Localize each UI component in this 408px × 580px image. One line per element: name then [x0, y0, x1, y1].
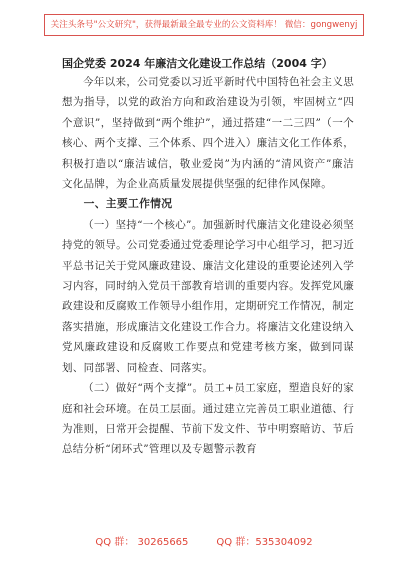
section-heading: 一、主要工作情况	[83, 197, 173, 211]
qq-group-2: QQ 群：535304092	[216, 537, 313, 548]
document-title: 国企党委 2024 年廉洁文化建设工作总结（2004 字）	[62, 57, 333, 70]
qq-group-1: QQ 群： 30265665	[95, 537, 189, 548]
footer-contact	[0, 533, 408, 553]
promo-banner: 关注头条号"公文研究"，获得最新最全最专业的公文资料库！ 微信：gongwenyj	[44, 14, 364, 36]
intro-paragraph: 今年以来，公司党委以习近平新时代中国特色社会主义思想为指导，以党的政治方向和政治建设为引领，牢固树立“四个意识”，坚持做到“两个维护”，通过搭建“一二三四”（一个核心、两个支撑、三个体系、四个进入）廉洁文化工作体系，积极打造以“廉洁诚信，敬业爱岗”为内涵的“清风资产”廉洁文化品牌，为企业高质量发展提供坚强的纪律作风保障。	[62, 76, 354, 191]
document-body	[62, 72, 354, 460]
body-paragraph: （二）做好“两个支撑”。员工+员工家庭，塑造良好的家庭和社会环境。在员工层面。通过建立完善员工职业道德、行为准则，日常开会提醒、节前下发文件、节中明察暗访、节后总结分析“闭环式”管理以及专题警示教育	[62, 382, 354, 456]
body-paragraph: （一）坚持“一个核心”。加强新时代廉洁文化建设必须坚持党的领导。公司党委通过党委理论学习中心组学习，把习近平总书记关于党风廉政建设、廉洁文化建设的重要论述列入学习内容，同时纳入党员干部教育培训的重要内容。发挥党风廉政建设和反腐败工作领导小组作用，定期研究工作情况，制定落实措施，形成廉洁文化建设工作合力。将廉洁文化建设纳入党风廉政建设和反腐败工作要点和党建考核方案，做到同谋划、同部署、同检查、同落实。	[62, 218, 354, 374]
